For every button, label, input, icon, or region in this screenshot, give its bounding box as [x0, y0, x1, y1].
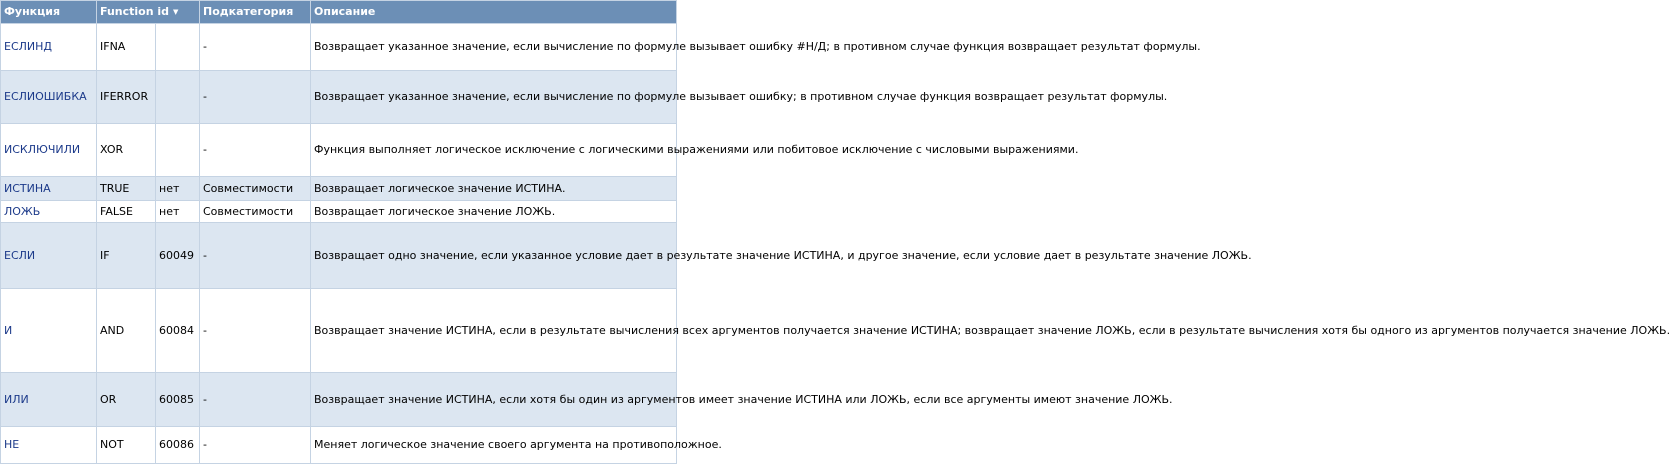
header-row — [1, 1, 677, 24]
description: Возвращает одно значение, если указанное условие дает в результате значение ИСТИНА, и другое значение, если условие дает в результате значение ЛОЖЬ. — [311, 223, 677, 289]
function-number: 60085 — [156, 373, 200, 427]
description: Возвращает указанное значение, если вычисление по формуле вызывает ошибку #Н/Д; в противном случае функция возвращает результат формулы. — [311, 24, 677, 71]
description: Возвращает значение ИСТИНА, если хотя бы один из аргументов имеет значение ИСТИНА или ЛОЖЬ, если все аргументы имеют значение ЛОЖЬ. — [311, 373, 677, 427]
table-row — [1, 427, 677, 464]
function-id: IFERROR — [97, 71, 156, 124]
function-name-link[interactable]: ЕСЛИНД — [1, 24, 97, 71]
function-number: 60084 — [156, 289, 200, 373]
table-row — [1, 289, 677, 373]
description: Возвращает указанное значение, если вычисление по формуле вызывает ошибку; в противном случае функция возвращает результат формулы. — [311, 71, 677, 124]
function-name-link[interactable]: ИСТИНА — [1, 177, 97, 201]
function-id: AND — [97, 289, 156, 373]
function-id: NOT — [97, 427, 156, 464]
function-id: OR — [97, 373, 156, 427]
table-row — [1, 177, 677, 201]
table-row — [1, 71, 677, 124]
subcategory: - — [200, 223, 311, 289]
subcategory: - — [200, 373, 311, 427]
description: Возвращает логическое значение ЛОЖЬ. — [311, 201, 677, 223]
table-row — [1, 223, 677, 289]
function-name-link[interactable]: И — [1, 289, 97, 373]
function-number: нет — [156, 177, 200, 201]
subcategory: - — [200, 289, 311, 373]
subcategory: - — [200, 427, 311, 464]
description: Меняет логическое значение своего аргумента на противоположное. — [311, 427, 677, 464]
function-number: 60049 — [156, 223, 200, 289]
subcategory: Совместимости — [200, 177, 311, 201]
function-number: нет — [156, 201, 200, 223]
function-id: TRUE — [97, 177, 156, 201]
subcategory: - — [200, 124, 311, 177]
header-description[interactable]: Описание — [311, 1, 677, 24]
function-number — [156, 124, 200, 177]
description: Возвращает значение ИСТИНА, если в результате вычисления всех аргументов получается значение ИСТИНА; возвращает значение ЛОЖЬ, если в результате вычисления хотя бы одного из аргументов получается значение ЛОЖЬ. — [311, 289, 677, 373]
function-number: 60086 — [156, 427, 200, 464]
description: Функция выполняет логическое исключение с логическими выражениями или побитовое исключение с числовыми выражениями. — [311, 124, 677, 177]
function-name-link[interactable]: НЕ — [1, 427, 97, 464]
header-function[interactable]: Функция — [1, 1, 97, 24]
function-number — [156, 71, 200, 124]
table-row — [1, 201, 677, 223]
function-id: IF — [97, 223, 156, 289]
subcategory: Совместимости — [200, 201, 311, 223]
function-number — [156, 24, 200, 71]
table-row — [1, 24, 677, 71]
function-id: FALSE — [97, 201, 156, 223]
table-row — [1, 124, 677, 177]
table-row — [1, 373, 677, 427]
function-name-link[interactable]: ЕСЛИОШИБКА — [1, 71, 97, 124]
subcategory: - — [200, 71, 311, 124]
function-id: IFNA — [97, 24, 156, 71]
header-function-id[interactable]: Function id ▼ — [97, 1, 200, 24]
description: Возвращает логическое значение ИСТИНА. — [311, 177, 677, 201]
function-id: XOR — [97, 124, 156, 177]
subcategory: - — [200, 24, 311, 71]
sort-down-icon[interactable]: ▼ — [173, 8, 179, 16]
function-name-link[interactable]: ИЛИ — [1, 373, 97, 427]
function-name-link[interactable]: ЛОЖЬ — [1, 201, 97, 223]
function-name-link[interactable]: ИСКЛЮЧИЛИ — [1, 124, 97, 177]
header-subcategory[interactable]: Подкатегория — [200, 1, 311, 24]
function-name-link[interactable]: ЕСЛИ — [1, 223, 97, 289]
